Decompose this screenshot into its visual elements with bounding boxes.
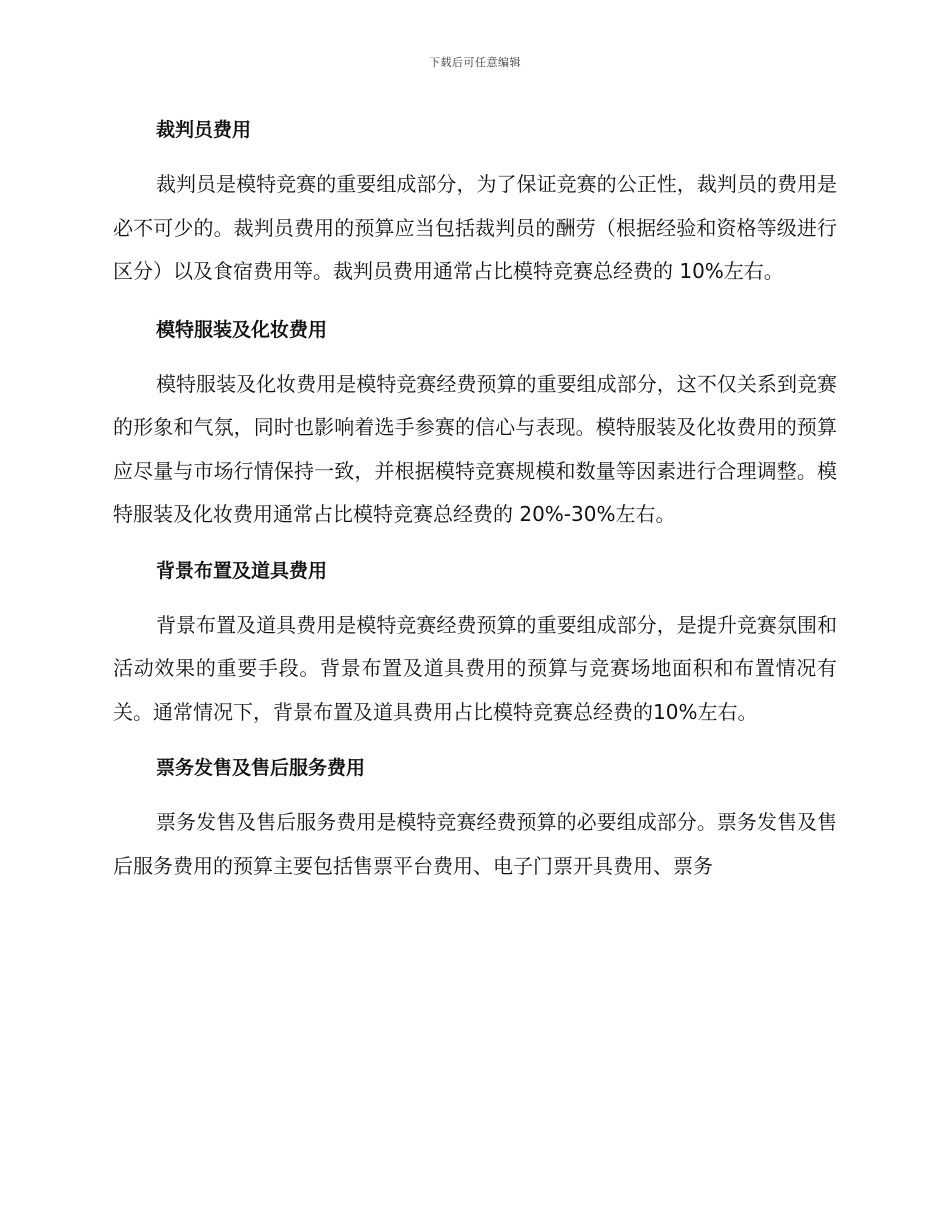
document-body xyxy=(113,110,837,888)
section-heading-ticketing-service-fees: 票务发售及售后服务费用 xyxy=(156,757,366,779)
section-paragraph-costume-makeup-fees: 模特服装及化妆费用是模特竞赛经费预算的重要组成部分，这不仅关系到竞赛的形象和气氛，同时也影响着选手参赛的信心与表现。模特服装及化妆费用的预算应尽量与市场行情保持一致，并根据模特竞赛规模和数量等因素进行合理调整。模特服装及化妆费用通常占比模特竞赛总经费的 20%-30%左右。 xyxy=(113,371,837,526)
section-heading-stage-props-fees: 背景布置及道具费用 xyxy=(156,559,328,582)
section-paragraph-ticketing-service-fees: 票务发售及售后服务费用是模特竞赛经费预算的必要组成部分。票务发售及售后服务费用的预算主要包括售票平台费用、电子门票开具费用、票务 xyxy=(113,810,837,878)
section-paragraph-stage-props-fees: 背景布置及道具费用是模特竞赛经费预算的重要组成部分，是提升竞赛氛围和活动效果的重要手段。背景布置及道具费用的预算与竞赛场地面积和布置情况有关。通常情况下，背景布置及道具费用占比模特竞赛总经费的10%左右。 xyxy=(113,612,837,724)
section-heading-costume-makeup-fees: 模特服装及化妆费用 xyxy=(156,318,328,341)
page-header: 下载后可任意编辑 xyxy=(429,56,521,69)
section-paragraph-referee-fees: 裁判员是模特竞赛的重要组成部分，为了保证竞赛的公正性，裁判员的费用是必不可少的。裁判员费用的预算应当包括裁判员的酬劳（根据经验和资格等级进行区分）以及食宿费用等。裁判员费用通常占比模特竞赛总经费的 10%左右。 xyxy=(113,172,837,283)
section-heading-referee-fees: 裁判员费用 xyxy=(156,119,252,141)
